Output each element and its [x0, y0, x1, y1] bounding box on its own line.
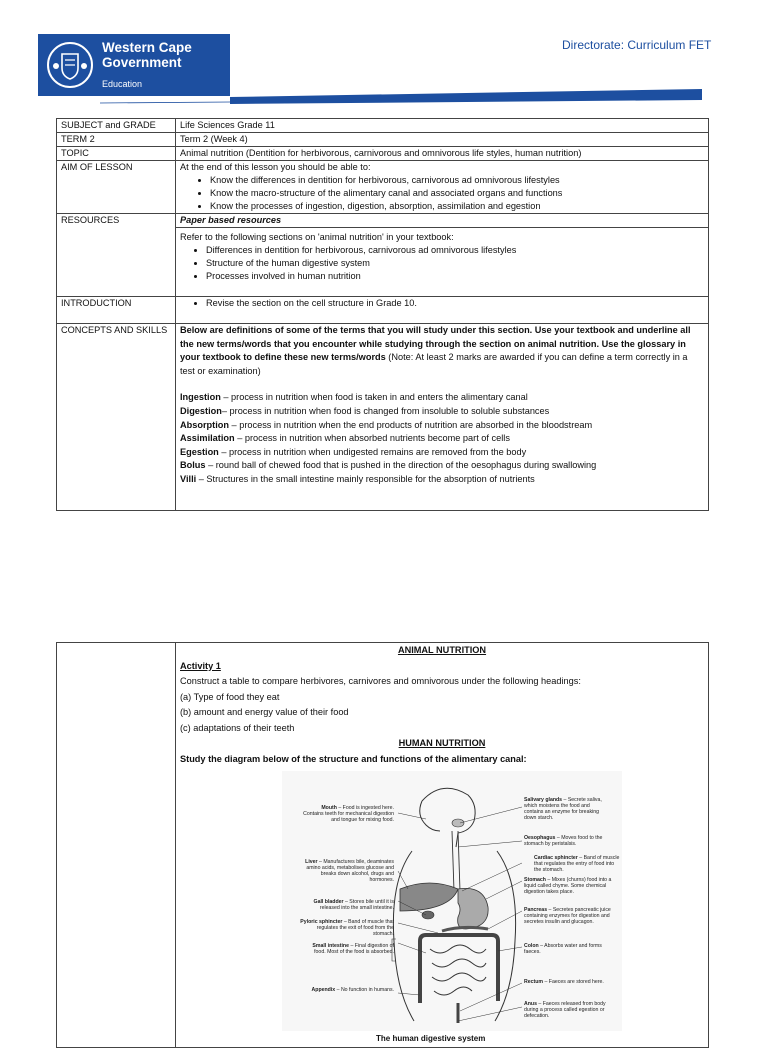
term-value: Term 2 (Week 4): [176, 133, 709, 147]
salivary-glands-label: Salivary glands – Secrete saliva, which moistens the food and contains an enzyme for breaking down starch.: [524, 797, 602, 821]
topic-label: TOPIC: [57, 147, 176, 161]
resources-label: RESOURCES: [57, 214, 176, 297]
concepts-cell: [176, 324, 709, 511]
aim-item: • Know the differences in dentition for herbivorous, carnivorous ad omnivorous lifestyles: [210, 174, 704, 187]
appendix-label: Appendix – No function in humans.: [311, 987, 394, 993]
stomach-label: Stomach – Mixes (churns) food into a liquid called chyme. Some chemical digestion takes place.: [524, 877, 612, 895]
glossary-item: Absorption – process in nutrition when the end products of nutrition are absorbed in the bloodstream: [180, 419, 593, 430]
org-name-line1: Western Cape: [102, 40, 192, 55]
pyloric-sphincter-label: Pyloric sphincter – Band of muscle that regulates the exit of food from the stomach.: [300, 919, 394, 937]
aim-item: • Know the processes of ingestion, digestion, absorption, assimilation and egestion: [210, 200, 704, 213]
colon-label: Colon – Absorbs water and forms faeces.: [524, 943, 602, 955]
human-nutrition-title: HUMAN NUTRITION: [398, 738, 486, 748]
introduction-cell: [176, 297, 709, 324]
subject-label: SUBJECT and GRADE: [57, 119, 176, 133]
resources-item: • Structure of the human digestive system: [206, 257, 704, 270]
wcg-logo: [38, 34, 230, 96]
glossary-item: Bolus – round ball of chewed food that is pushed in the direction of the oesophagus during swallowing: [180, 460, 597, 471]
glossary-list: [180, 391, 704, 486]
concepts-note: (Note: At least 2 marks are awarded if you can define a term correctly in a test or examination): [180, 352, 688, 376]
lesson-plan-table: [56, 118, 709, 511]
org-department: Education: [102, 79, 143, 89]
header-stripe: [0, 88, 768, 112]
aim-item: • Know the macro-structure of the alimentary canal and associated organs and functions: [210, 187, 704, 200]
resources-cell: [176, 228, 709, 297]
activity-item: (a) Type of food they eat: [180, 691, 280, 702]
glossary-item: Villi – Structures in the small intestine mainly responsible for the absorption of nutrients: [180, 473, 535, 484]
glossary-item: Digestion– process in nutrition when food is changed from insoluble to soluble substances: [180, 405, 550, 416]
activity-table: [56, 642, 709, 1048]
liver-label: Liver – Manufactures bile, deaminates amino acids, metabolises glucose and breaks down alcohol, drugs and hormones.: [305, 859, 394, 883]
resources-heading: Paper based resources: [180, 215, 282, 225]
activity-cell: [176, 643, 709, 1048]
activity-left-cell: [57, 643, 176, 1048]
glossary-item: Ingestion – process in nutrition when food is taken in and enters the alimentary canal: [180, 392, 528, 403]
gall-bladder-label: Gall bladder – Stores bile until it is released into the small intestine.: [313, 899, 394, 911]
activity-title: Activity 1: [180, 660, 221, 671]
directorate-label: Directorate: Curriculum FET: [562, 38, 712, 52]
topic-value: Animal nutrition (Dentition for herbivorous, carnivorous and omnivorous life styles, human nutrition): [176, 147, 709, 161]
mouth-label: Mouth – Food is ingested here. Contains teeth for mechanical digestion and tongue for mixing food.: [303, 805, 394, 823]
animal-nutrition-title: ANIMAL NUTRITION: [397, 645, 487, 655]
activity-item: (c) adaptations of their teeth: [180, 722, 295, 733]
rectum-label: Rectum – Faeces are stored here.: [524, 979, 604, 985]
pancreas-label: Pancreas – Secretes pancreatic juice containing enzymes for digestion and secretes insulin and glucagon.: [524, 907, 611, 925]
resources-item: • Differences in dentition for herbivorous, carnivorous ad omnivorous lifestyles: [206, 244, 704, 257]
anus-label: Anus – Faeces released from body during a process called egestion or defecation.: [524, 1001, 606, 1019]
resources-intro: Refer to the following sections on 'animal nutrition' in your textbook:: [180, 232, 454, 242]
glossary-item: Egestion – process in nutrition when undigested remains are removed from the body: [180, 446, 527, 457]
aim-label: AIM OF LESSON: [57, 161, 176, 214]
aim-cell: [176, 161, 709, 214]
activity-item: (b) amount and energy value of their food: [180, 707, 349, 717]
activity-instruction: Construct a table to compare herbivores, carnivores and omnivorous under the following headings:: [180, 676, 581, 686]
org-name-line2: Government: [102, 55, 182, 70]
aim-intro: At the end of this lesson you should be able to:: [180, 162, 371, 172]
introduction-item: • Revise the section on the cell structure in Grade 10.: [206, 297, 704, 310]
resources-item: • Processes involved in human nutrition: [206, 270, 704, 283]
cardiac-sphincter-label: Cardiac sphincter – Band of muscle that regulates the entry of food into the stomach.: [534, 855, 620, 873]
resources-heading-cell: [176, 214, 709, 228]
oesophagus-label: Oesophagus – Moves food to the stomach by peristalsis.: [524, 835, 603, 847]
concepts-intro: Below are definitions of some of the terms that you will study under this section. Use your textbook and underline all the new terms/words that you encounter while studying through the section on animal nutrition. Use the glossary in your textbook to define these new terms/words: [180, 325, 691, 363]
concepts-label: CONCEPTS AND SKILLS: [57, 324, 176, 511]
introduction-label: INTRODUCTION: [57, 297, 176, 324]
subject-value: Life Sciences Grade 11: [176, 119, 709, 133]
small-intestine-label: Small intestine – Final digestion of food. Most of the food is absorbed.: [312, 943, 394, 955]
digestive-system-diagram: [282, 771, 622, 1031]
glossary-item: Assimilation – process in nutrition when absorbed nutrients become part of cells: [180, 433, 510, 444]
diagram-caption: The human digestive system: [376, 1034, 486, 1043]
coat-of-arms-icon: [38, 34, 102, 96]
study-instruction: Study the diagram below of the structure and functions of the alimentary canal:: [180, 753, 527, 764]
term-label: TERM 2: [57, 133, 176, 147]
